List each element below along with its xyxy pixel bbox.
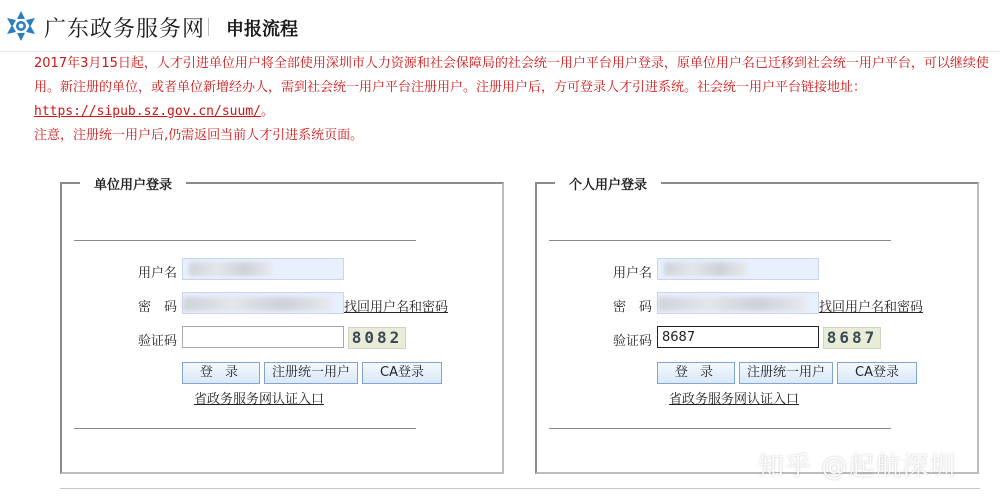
unit-ca-login-button[interactable]: CA登录 xyxy=(362,362,442,384)
snowflake-logo-icon[interactable] xyxy=(4,9,38,43)
notice-line-1: 2017年3月15日起，人才引进单位用户将全部使用深圳市人力资源和社会保障局的社会统一用户平台用户登录，原单位用户名已迁移到社会统一用户平台，可以继续使用。新注册的单位，或者单位新增经办人，需到社会统一用户平台注册用户。注册用户后，方可登录人才引进系统。社会统一用户平台链接地址： xyxy=(34,56,989,95)
page-title: 申报流程 xyxy=(226,19,298,40)
personal-login-button[interactable]: 登 录 xyxy=(657,362,735,384)
personal-username-label: 用户名 xyxy=(613,266,653,281)
blurred-username xyxy=(664,262,748,276)
unit-captcha-image[interactable]: 8082 xyxy=(348,327,406,349)
sipub-link[interactable]: https://sipub.sz.gov.cn/suum/ xyxy=(34,104,261,119)
blurred-password xyxy=(658,297,808,311)
personal-captcha-image[interactable]: 8687 xyxy=(823,327,881,349)
unit-captcha-input[interactable] xyxy=(182,326,344,348)
notice-text xyxy=(34,52,994,148)
site-name[interactable]: 广东政务服务网 xyxy=(44,17,206,42)
personal-password-input[interactable] xyxy=(657,292,819,314)
unit-username-input[interactable] xyxy=(182,258,344,280)
personal-username-input[interactable] xyxy=(657,258,819,280)
unit-captcha-label: 验证码 xyxy=(138,334,178,349)
unit-login-legend: 单位用户登录 xyxy=(80,174,186,193)
unit-password-input[interactable] xyxy=(182,292,344,314)
unit-password-label: 密 码 xyxy=(138,300,178,315)
panel-rule-top xyxy=(549,240,891,241)
personal-captcha-input[interactable] xyxy=(657,326,819,348)
blurred-password xyxy=(183,297,333,311)
personal-captcha-label: 验证码 xyxy=(613,334,653,349)
personal-login-legend: 个人用户登录 xyxy=(555,174,661,193)
unit-province-auth-link[interactable]: 省政务服务网认证入口 xyxy=(194,392,325,407)
notice-line-2: 注意，注册统一用户后,仍需返回当前人才引进系统页面。 xyxy=(34,128,364,143)
personal-ca-login-button[interactable]: CA登录 xyxy=(837,362,917,384)
unit-login-button[interactable]: 登 录 xyxy=(182,362,260,384)
unit-login-panel xyxy=(60,178,504,474)
unit-username-label: 用户名 xyxy=(138,266,178,281)
personal-register-button[interactable]: 注册统一用户 xyxy=(739,362,833,384)
site-header xyxy=(0,0,1000,52)
header-divider xyxy=(208,18,209,36)
personal-find-account-link[interactable]: 找回用户名和密码 xyxy=(819,300,924,315)
personal-password-label: 密 码 xyxy=(613,300,653,315)
panel-rule-bottom xyxy=(74,428,416,429)
unit-find-account-link[interactable]: 找回用户名和密码 xyxy=(344,300,449,315)
personal-login-panel xyxy=(535,178,979,474)
panel-rule-top xyxy=(74,240,416,241)
zhihu-watermark: 知乎 @起航深圳 xyxy=(758,452,957,482)
unit-register-button[interactable]: 注册统一用户 xyxy=(264,362,358,384)
blurred-username xyxy=(189,262,273,276)
notice-link-suffix: 。 xyxy=(260,104,274,119)
page-bottom-line xyxy=(60,488,980,489)
personal-province-auth-link[interactable]: 省政务服务网认证入口 xyxy=(669,392,800,407)
panel-rule-bottom xyxy=(549,428,891,429)
